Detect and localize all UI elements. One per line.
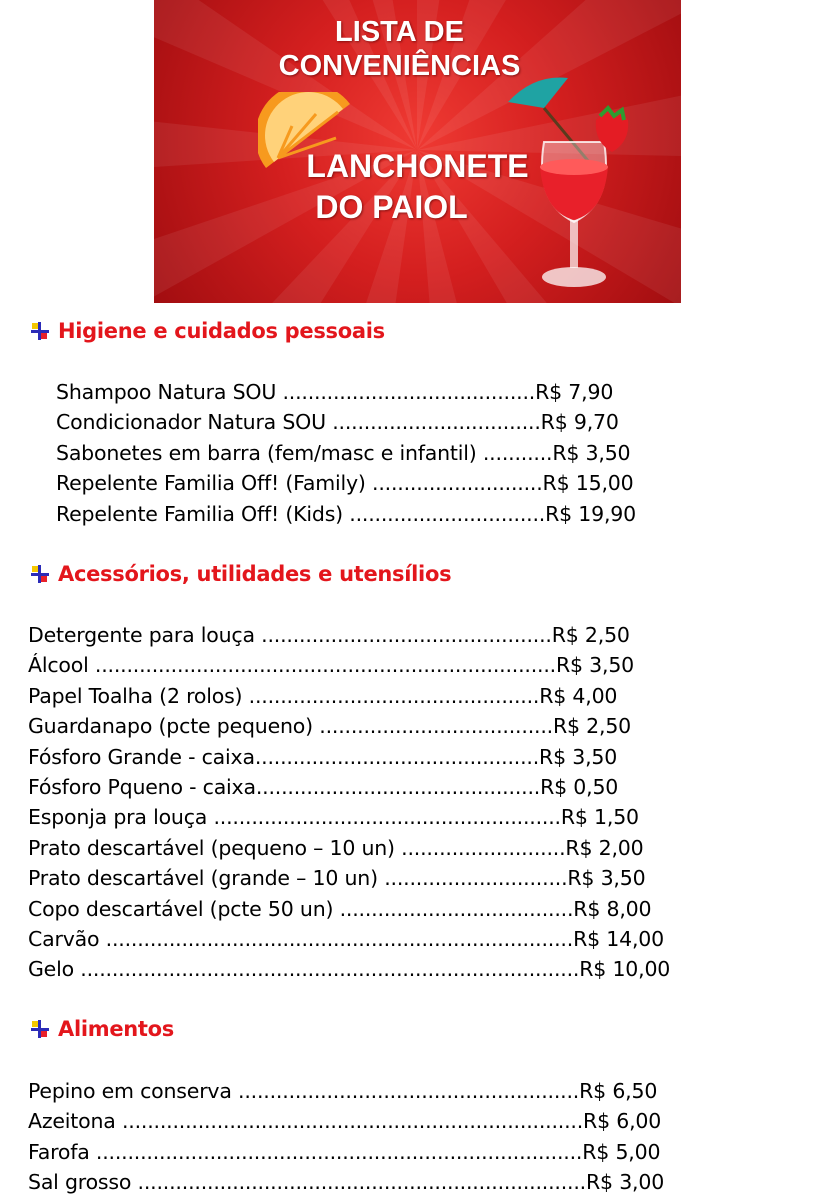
list-item: Gelo ...............................................................................R$ 10,00	[28, 957, 671, 982]
section-title: Alimentos	[58, 1017, 174, 1041]
list-item: Prato descartável (grande – 10 un) .............................R$ 3,50	[28, 866, 646, 891]
section-heading-higiene	[30, 316, 385, 346]
list-item: Carvão ..........................................................................R$ 14,00	[28, 926, 664, 951]
list-item: Repelente Familia Off! (Family) ...........................R$ 15,00	[56, 471, 634, 496]
list-item: Prato descartável (pequeno – 10 un) ..........................R$ 2,00	[28, 835, 644, 860]
list-item: Álcool .........................................................................R$ 3,50	[28, 653, 635, 678]
list-item: Sal grosso .......................................................................R$ 3,00	[28, 1170, 665, 1195]
cocktail-glass-icon	[504, 72, 644, 300]
list-item: Detergente para louça ..............................................R$ 2,50	[28, 623, 630, 647]
list-item: Esponja pra louça .......................................................R$ 1,50	[28, 805, 639, 830]
list-item: Repelente Familia Off! (Kids) ...............................R$ 19,90	[56, 501, 636, 526]
header-banner	[154, 0, 681, 303]
list-item: Shampoo Natura SOU ........................................R$ 7,90	[56, 380, 614, 404]
banner-line-3: LANCHONETE	[306, 148, 529, 184]
list-item: Azeitona .........................................................................R$ 6,00	[28, 1109, 662, 1134]
section-title: Higiene e cuidados pessoais	[58, 319, 385, 343]
section-heading-acessorios	[30, 559, 451, 589]
list-item: Fósforo Pqueno - caixa.............................................R$ 0,50	[28, 774, 619, 799]
banner-line-2: CONVENIÊNCIAS	[278, 50, 521, 82]
item-list-acessorios	[28, 620, 670, 985]
item-list-higiene	[56, 377, 636, 529]
section-heading-alimentos	[30, 1014, 174, 1044]
list-item: Farofa .............................................................................R$ 5,00	[28, 1139, 661, 1164]
list-item: Sabonetes em barra (fem/masc e infantil) ...........R$ 3,50	[56, 440, 631, 465]
banner-line-4: DO PAIOL	[315, 189, 468, 225]
list-item: Fósforo Grande - caixa.............................................R$ 3,50	[28, 744, 618, 769]
item-list-alimentos	[28, 1076, 664, 1198]
list-item: Papel Toalha (2 rolos) ..............................................R$ 4,00	[28, 683, 618, 708]
banner-line-1: LISTA DE	[335, 16, 464, 48]
list-item: Condicionador Natura SOU .................................R$ 9,70	[56, 410, 619, 435]
section-title: Acessórios, utilidades e utensílios	[58, 562, 452, 586]
list-item: Pepino em conserva ......................................................R$ 6,50	[28, 1079, 658, 1103]
section-bullet-icon	[30, 1019, 50, 1039]
list-item: Copo descartável (pcte 50 un) .....................................R$ 8,00	[28, 896, 652, 921]
section-bullet-icon	[30, 564, 50, 584]
list-item: Guardanapo (pcte pequeno) .....................................R$ 2,50	[28, 714, 632, 739]
section-bullet-icon	[30, 321, 50, 341]
